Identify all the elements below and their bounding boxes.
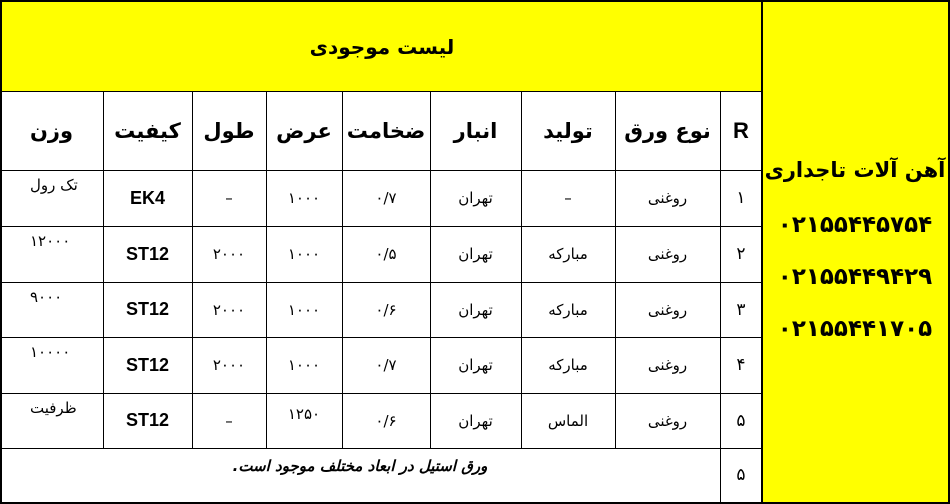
table-cell-warehouse: تهران — [458, 245, 493, 263]
table-cell-row-number: ۳ — [736, 299, 746, 320]
title-bar — [2, 2, 762, 92]
table-cell-producer: مبارکه — [548, 245, 588, 263]
row-divider — [0, 448, 762, 449]
header-thickness: ضخامت — [346, 119, 426, 143]
table-cell-thickness: ۰/۶ — [375, 411, 397, 430]
row-divider — [0, 170, 762, 171]
table-cell-thickness: ۰/۷ — [375, 189, 397, 207]
header-width: عرض — [276, 119, 332, 143]
table-cell-row-number: ۵ — [736, 410, 746, 431]
table-cell-weight: ۱۰۰۰۰ — [30, 343, 71, 361]
table-cell-producer: الماس — [547, 411, 589, 430]
stainless-note: ورق استیل در ابعاد مختلف موجود است. — [232, 457, 488, 475]
company-name: آهن آلات تاجداری — [764, 158, 946, 182]
table-cell-quality: EK4 — [129, 187, 165, 208]
column-divider — [342, 92, 343, 448]
phone-number-1: ۰۲۱۵۵۴۴۵۷۵۴ — [777, 212, 933, 238]
table-cell-length: – — [225, 189, 233, 207]
column-divider — [615, 92, 616, 448]
table-cell-row-number: ۵ — [736, 465, 746, 485]
page-title: لیست موجودی — [309, 35, 455, 59]
table-cell-sheet-type: روغنی — [647, 300, 688, 319]
table-cell-producer: – — [564, 189, 572, 207]
column-divider — [521, 92, 522, 448]
table-cell-thickness: ۰/۶ — [375, 300, 397, 319]
table-cell-sheet-type: روغنی — [647, 411, 688, 430]
table-cell-row-number: ۱ — [736, 188, 746, 208]
header-sheet-type: نوع ورق — [624, 119, 711, 143]
header-weight: وزن — [29, 119, 74, 143]
table-cell-width: ۱۰۰۰ — [287, 356, 321, 374]
row-divider — [0, 226, 762, 227]
table-cell-length: – — [225, 411, 233, 430]
table-cell-weight: ۹۰۰۰ — [30, 288, 63, 306]
table-cell-sheet-type: روغنی — [647, 189, 688, 207]
side-panel — [762, 2, 948, 502]
table-cell-row-number: ۴ — [736, 355, 746, 375]
table-cell-quality: ST12 — [125, 410, 170, 430]
border-top — [0, 0, 950, 2]
table-cell-sheet-type: روغنی — [647, 245, 688, 263]
table-cell-warehouse: تهران — [458, 411, 493, 430]
side-divider — [761, 0, 763, 504]
table-cell-row-number: ۲ — [736, 244, 746, 264]
phone-number-3: ۰۲۱۵۵۴۴۱۷۰۵ — [777, 316, 933, 342]
table-cell-warehouse: تهران — [458, 189, 493, 207]
table-cell-thickness: ۰/۵ — [375, 245, 397, 263]
table-cell-thickness: ۰/۷ — [375, 356, 397, 374]
table-cell-weight: تک رول — [30, 176, 78, 194]
column-divider — [266, 92, 267, 448]
table-cell-warehouse: تهران — [458, 356, 493, 374]
column-divider — [192, 92, 193, 448]
header-warehouse: انبار — [453, 119, 498, 143]
table-cell-width: ۱۲۵۰ — [287, 405, 321, 423]
header-row-number: R — [733, 118, 749, 143]
column-divider — [430, 92, 431, 448]
table-cell-producer: مبارکه — [548, 356, 588, 374]
table-cell-weight: ۱۲۰۰۰ — [30, 232, 71, 250]
table-cell-warehouse: تهران — [458, 300, 493, 319]
column-divider — [720, 92, 721, 502]
border-left — [0, 0, 2, 504]
row-divider — [0, 91, 762, 92]
table-cell-width: ۱۰۰۰ — [287, 300, 321, 319]
table-cell-length: ۲۰۰۰ — [212, 300, 246, 319]
row-divider — [0, 337, 762, 338]
table-cell-width: ۱۰۰۰ — [287, 189, 321, 207]
table-cell-length: ۲۰۰۰ — [212, 245, 246, 263]
table-cell-quality: ST12 — [125, 354, 170, 375]
row-divider — [0, 282, 762, 283]
table-cell-weight: ظرفیت — [30, 399, 77, 417]
header-quality: کیفیت — [114, 119, 181, 143]
table-cell-quality: ST12 — [125, 299, 170, 319]
header-length: طول — [203, 119, 255, 143]
table-cell-producer: مبارکه — [548, 300, 588, 319]
header-producer: تولید — [543, 119, 593, 143]
row-divider — [0, 393, 762, 394]
table-cell-sheet-type: روغنی — [647, 356, 688, 374]
phone-number-2: ۰۲۱۵۵۴۴۹۴۲۹ — [777, 264, 933, 290]
column-divider — [103, 92, 104, 448]
table-cell-width: ۱۰۰۰ — [287, 245, 321, 263]
table-cell-quality: ST12 — [125, 243, 170, 264]
table-cell-length: ۲۰۰۰ — [212, 356, 246, 374]
